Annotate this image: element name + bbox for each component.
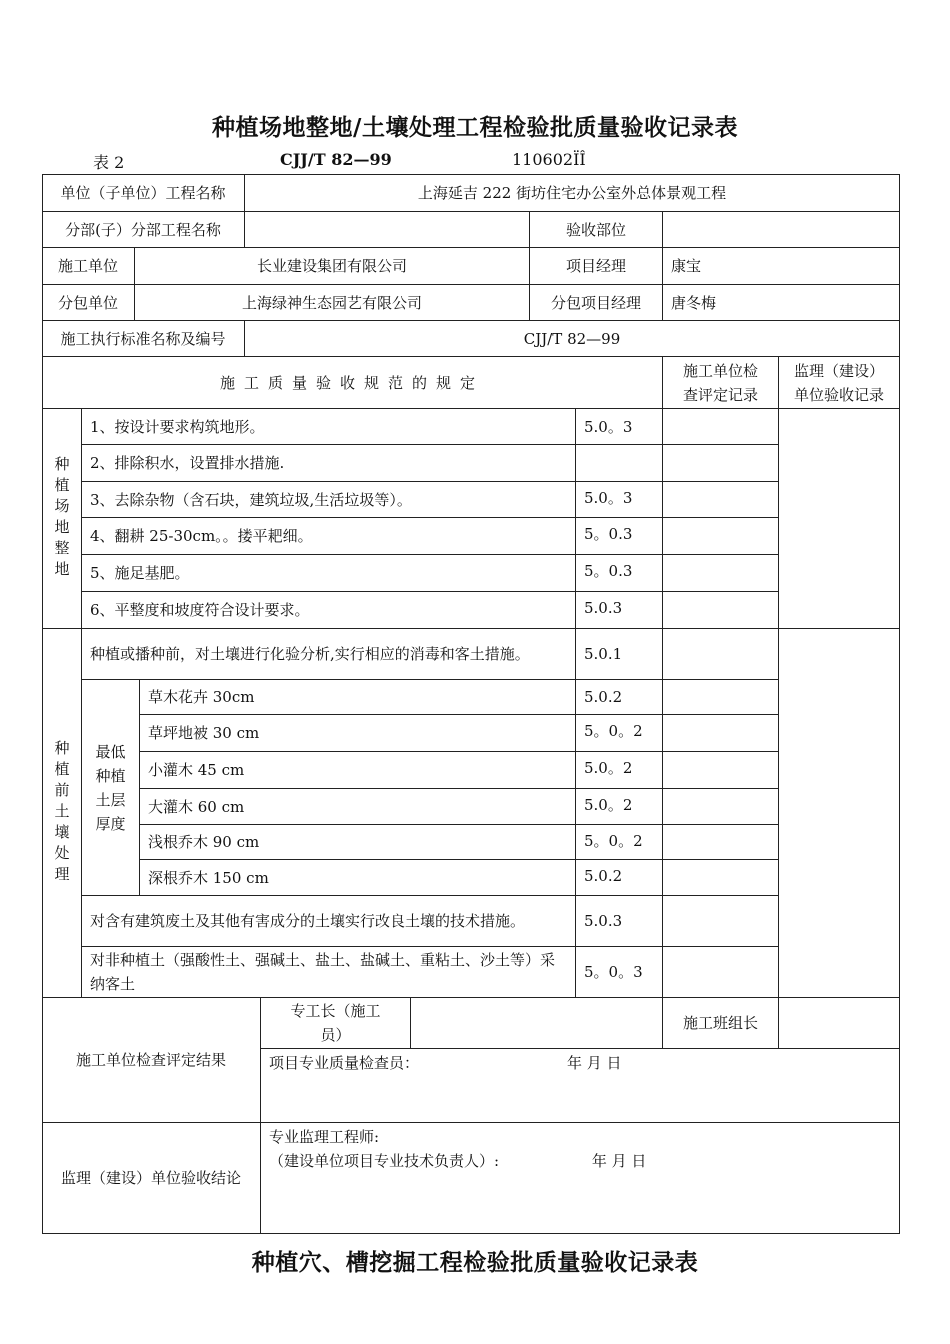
supervisor-signature: [261, 1123, 900, 1234]
soil-item-4: 对非种植土（强酸性土、强碱土、盐土、盐碱土、重粘土、沙土等）采纳客土: [82, 947, 576, 998]
depth-row-small-shrub-check: [663, 752, 779, 789]
site-supervisor-record: [779, 409, 900, 629]
soil-item-3: 对含有建筑废土及其他有害成分的土壤实行改良土壤的技术措施。: [82, 896, 576, 947]
team-leader-label: 施工班组长: [663, 998, 779, 1049]
depth-row-small-shrub-clause: 5.0。2: [576, 752, 663, 789]
accept-part-value: [663, 212, 900, 248]
depth-row-large-shrub-check: [663, 789, 779, 825]
project-manager-label: 项目经理: [530, 248, 663, 285]
site-item-4: 4、翻耕 25-30cm。。搂平耙细。: [82, 518, 576, 555]
soil-item-4-check: [663, 947, 779, 998]
site-item-5-clause: 5。0.3: [576, 555, 663, 592]
site-item-2: 2、排除积水，设置排水措施.: [82, 445, 576, 482]
depth-row-shallow-tree-clause: 5。0。2: [576, 825, 663, 860]
subproject-value: [245, 212, 530, 248]
section-site-grading-label: 种植场地整地: [42, 409, 82, 629]
soil-supervisor-record: [779, 629, 900, 998]
team-leader-value: [779, 998, 900, 1049]
supervisor-header: 监理（建设） 单位验收记录: [779, 357, 900, 409]
section-soil-treatment-label: 种植前土壤处理: [42, 629, 82, 998]
standard-code: CJJ/T 82—99: [280, 150, 392, 169]
standard-value: CJJ/T 82—99: [245, 321, 900, 357]
inspection-record-table: [42, 174, 900, 1234]
subproject-label: 分部(子）分部工程名称: [42, 212, 245, 248]
quality-inspector-signature: 项目专业质量检查员： 年 月 日: [261, 1049, 900, 1123]
foreman-label: 专工长（施工 员）: [261, 998, 411, 1049]
depth-row-flowers-check: [663, 680, 779, 715]
subcontractor-value: 上海绿神生态园艺有限公司: [135, 285, 530, 321]
soil-item-4-clause: 5。0。3: [576, 947, 663, 998]
project-name-label: 单位（子单位）工程名称: [42, 174, 245, 212]
form-title: 种植场地整地/土壤处理工程检验批质量验收记录表: [212, 114, 738, 141]
table-number: 表 2: [93, 153, 125, 172]
depth-row-flowers: 草木花卉 30cm: [140, 680, 576, 715]
soil-item-3-clause: 5.0.3: [576, 896, 663, 947]
site-item-6-check: [663, 592, 779, 629]
depth-row-small-shrub: 小灌木 45 cm: [140, 752, 576, 789]
accept-part-label: 验收部位: [530, 212, 663, 248]
min-soil-depth-label: 最低 种植 土层 厚度: [82, 680, 140, 896]
contractor-label: 施工单位: [42, 248, 135, 285]
supervisor-date: 年 月 日: [591, 1152, 647, 1170]
depth-row-lawn-check: [663, 715, 779, 752]
site-item-5-check: [663, 555, 779, 592]
site-item-1-clause: 5.0。3: [576, 409, 663, 445]
site-item-3: 3、去除杂物（含石块，建筑垃圾,生活垃圾等）。: [82, 482, 576, 518]
sub-project-manager-label: 分包项目经理: [530, 285, 663, 321]
depth-row-large-shrub: 大灌木 60 cm: [140, 789, 576, 825]
site-item-5: 5、施足基肥。: [82, 555, 576, 592]
depth-row-large-shrub-clause: 5.0。2: [576, 789, 663, 825]
foreman-value: [411, 998, 663, 1049]
supervising-engineer-label: 专业监理工程师:: [269, 1128, 380, 1146]
site-item-6: 6、平整度和坡度符合设计要求。: [82, 592, 576, 629]
soil-item-1-check: [663, 629, 779, 680]
form-code: 110602ÏÎ: [512, 150, 586, 169]
site-item-1: 1、按设计要求构筑地形。: [82, 409, 576, 445]
soil-item-3-check: [663, 896, 779, 947]
depth-row-lawn: 草坪地被 30 cm: [140, 715, 576, 752]
depth-row-shallow-tree-check: [663, 825, 779, 860]
depth-row-deep-tree: 深根乔木 150 cm: [140, 860, 576, 896]
site-item-3-clause: 5.0。3: [576, 482, 663, 518]
spec-header: 施工质量验收规范的规定: [42, 357, 663, 409]
depth-row-flowers-clause: 5.0.2: [576, 680, 663, 715]
site-item-6-clause: 5.0.3: [576, 592, 663, 629]
site-item-3-check: [663, 482, 779, 518]
site-item-4-clause: 5。0.3: [576, 518, 663, 555]
supervisor-conclusion-label: 监理（建设）单位验收结论: [42, 1123, 261, 1234]
site-item-2-check: [663, 445, 779, 482]
depth-row-shallow-tree: 浅根乔木 90 cm: [140, 825, 576, 860]
sub-project-manager-value: 唐冬梅: [663, 285, 900, 321]
soil-item-1: 种植或播种前，对土壤进行化验分析,实行相应的消毒和客土措施。: [82, 629, 576, 680]
owner-representative-label: （建设单位项目专业技术负责人）:: [269, 1152, 500, 1170]
depth-row-deep-tree-clause: 5.0.2: [576, 860, 663, 896]
subcontractor-label: 分包单位: [42, 285, 135, 321]
depth-row-deep-tree-check: [663, 860, 779, 896]
contractor-result-label: 施工单位检查评定结果: [42, 998, 261, 1123]
project-name-value: 上海延吉 222 街坊住宅办公室外总体景观工程: [245, 174, 900, 212]
contractor-check-header: 施工单位检 查评定记录: [663, 357, 779, 409]
site-item-2-clause: [576, 445, 663, 482]
standard-label: 施工执行标准名称及编号: [42, 321, 245, 357]
depth-row-lawn-clause: 5。0。2: [576, 715, 663, 752]
site-item-1-check: [663, 409, 779, 445]
inspection-date: 年 月 日: [567, 1054, 622, 1072]
site-item-4-check: [663, 518, 779, 555]
next-form-title: 种植穴、槽挖掘工程检验批质量验收记录表: [251, 1249, 699, 1276]
soil-item-1-clause: 5.0.1: [576, 629, 663, 680]
project-manager-value: 康宝: [663, 248, 900, 285]
contractor-value: 长业建设集团有限公司: [135, 248, 530, 285]
